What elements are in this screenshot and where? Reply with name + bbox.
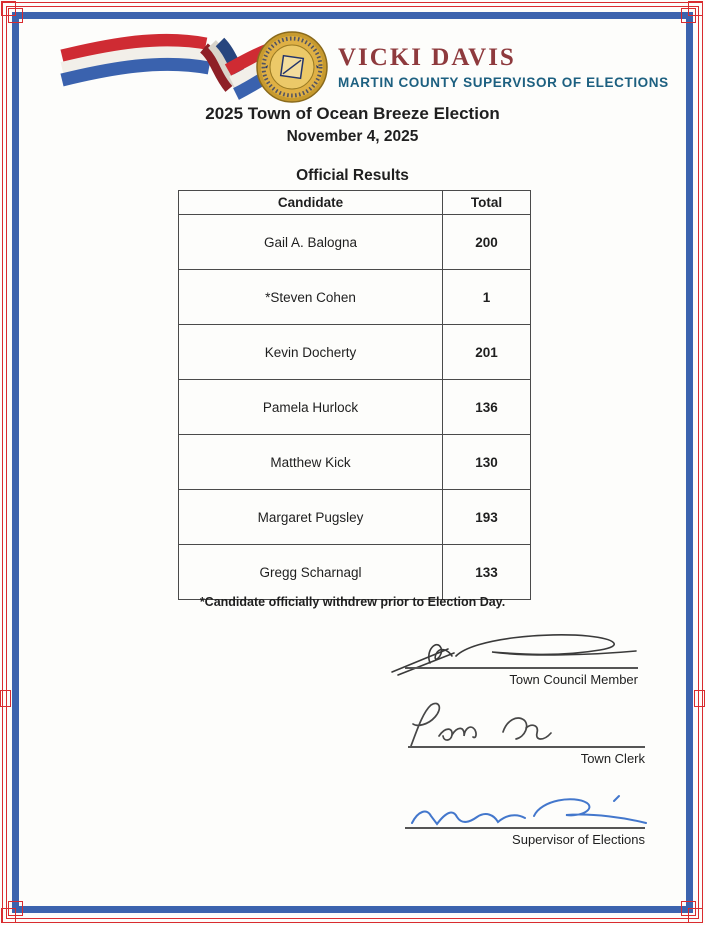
column-header-total: Total	[443, 191, 531, 215]
official-name: VICKI DAVIS	[338, 44, 516, 71]
table-header-row	[179, 191, 531, 215]
candidate-name: *Steven Cohen	[179, 270, 443, 325]
signature-label: Town Clerk	[580, 751, 645, 766]
table-row	[179, 490, 531, 545]
border-corner-ornament	[1, 908, 16, 923]
signature-block-town-council	[405, 667, 638, 687]
results-heading: Official Results	[296, 167, 409, 184]
letterhead	[338, 44, 669, 90]
official-title: MARTIN COUNTY SUPERVISOR OF ELECTIONS	[338, 75, 669, 90]
withdrawal-footnote: *Candidate officially withdrew prior to Election Day.	[199, 595, 506, 609]
table-row	[179, 325, 531, 380]
candidate-name: Gregg Scharnagl	[179, 545, 443, 600]
border-edge-ornament	[694, 690, 705, 707]
border-edge-ornament	[0, 690, 11, 707]
border-corner-ornament	[688, 908, 703, 923]
border-corner-ornament	[688, 1, 703, 16]
vote-total: 130	[443, 435, 531, 490]
candidate-name: Gail A. Balogna	[179, 215, 443, 270]
signature-line	[405, 667, 638, 669]
border-corner-ornament	[681, 901, 696, 916]
county-seal-icon	[255, 30, 329, 104]
signature-label: Supervisor of Elections	[512, 832, 645, 847]
results-table	[178, 190, 531, 600]
vote-total: 133	[443, 545, 531, 600]
table-row	[179, 545, 531, 600]
table-row	[179, 215, 531, 270]
election-title: 2025 Town of Ocean Breeze Election	[205, 104, 500, 123]
candidate-name: Kevin Docherty	[179, 325, 443, 380]
table-row	[179, 380, 531, 435]
signature-ink-town-clerk	[405, 700, 575, 750]
vote-total: 193	[443, 490, 531, 545]
candidate-name: Matthew Kick	[179, 435, 443, 490]
border-corner-ornament	[8, 8, 23, 23]
border-corner-ornament	[1, 1, 16, 16]
table-row	[179, 270, 531, 325]
signature-line	[405, 827, 645, 829]
vote-total: 136	[443, 380, 531, 435]
signature-label: Town Council Member	[509, 672, 638, 687]
vote-total: 200	[443, 215, 531, 270]
candidate-name: Pamela Hurlock	[179, 380, 443, 435]
election-date: November 4, 2025	[286, 128, 419, 145]
vote-total: 1	[443, 270, 531, 325]
election-title-block	[0, 104, 705, 146]
candidate-name: Margaret Pugsley	[179, 490, 443, 545]
table-row	[179, 435, 531, 490]
signature-block-town-clerk	[408, 746, 645, 766]
signature-block-supervisor	[405, 827, 645, 847]
border-corner-ornament	[8, 901, 23, 916]
signature-line	[408, 746, 645, 748]
vote-total: 201	[443, 325, 531, 380]
column-header-candidate: Candidate	[179, 191, 443, 215]
border-corner-ornament	[681, 8, 696, 23]
